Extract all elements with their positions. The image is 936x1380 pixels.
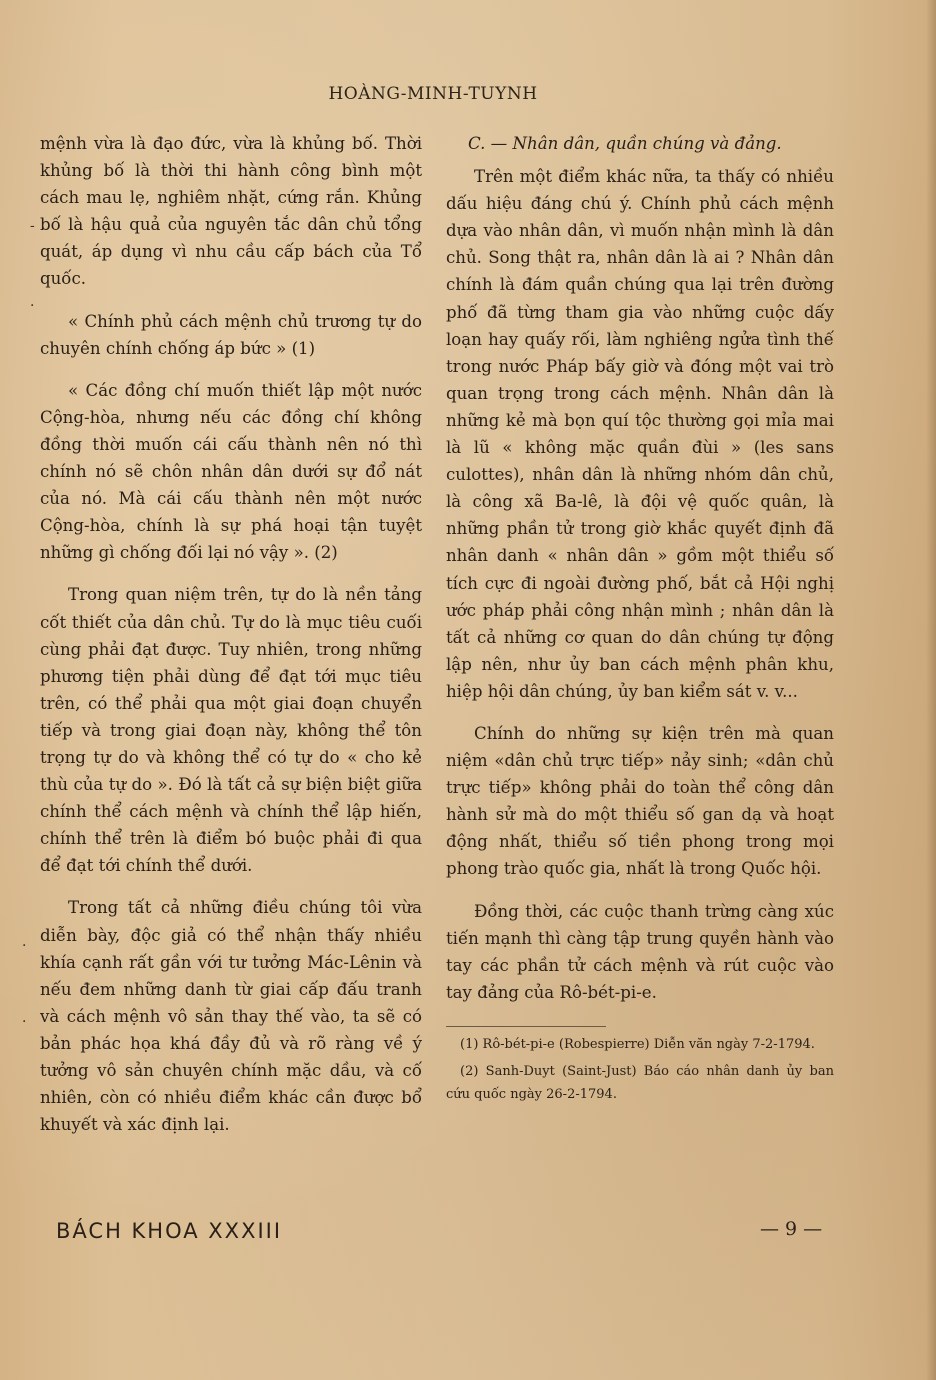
quote-saint-just: « Các đồng chí muốn thiết lập một nước Cộng-hòa, nhưng nếu các đồng chí không đồng thời muốn cái cấu thành nên nó thì chính nó sẽ chôn nhân dân dưới sự đổ nát của nó. Mà cái cấu thành nên một nước Cộng-hòa, chính là sự phá hoại tận tuyệt những gì chống đối lại nó vậy ». (2) (40, 380, 422, 563)
paragraph-continuation: mệnh vừa là đạo đức, vừa là khủng bố. Thời khủng bố là thời thi hành công bình một cách mau lẹ, nghiêm nhặt, cứng rắn. Khủng bố là hậu quả của nguyên tắc dân chủ tổng quát, áp dụng vì nhu cầu cấp bách của Tổ quốc. (40, 134, 422, 289)
margin-mark: · (22, 938, 27, 954)
paragraph: Trong quan niệm trên, tự do là nền tảng cốt thiết của dân chủ. Tự do là mục tiêu cuối cùng phải đạt được. Tuy nhiên, trong những phương tiện phải dùng để đạt tới mục tiêu trên, có thể phải qua một giai đoạn chuyển tiếp và trong giai đoạn này, không thể tôn trọng tự do và không thể có tự do « cho kẻ thù của tự do ». Đó là tất cả sự biện biệt giữa chính thể cách mệnh và chính thể lập hiến, chính thể trên là điểm bó buộc phải đi qua để đạt tới chính thể dưới. (40, 585, 422, 876)
running-title: HOÀNG-MINH-TUYNH (328, 84, 538, 104)
magazine-name: BÁCH KHOA XXXIII (56, 1219, 283, 1243)
left-column (40, 130, 422, 1153)
page-number: — 9 — (760, 1218, 823, 1240)
section-heading: C. — Nhân dân, quần chúng và đảng. (468, 134, 782, 153)
footnote-1: (1) Rô-bét-pi-e (Robespierre) Diễn văn ngày 7-2-1794. (460, 1036, 815, 1052)
paragraph: Trên một điểm khác nữa, ta thấy có nhiều dấu hiệu đáng chú ý. Chính phủ cách mệnh dựa vào nhân dân, vì muốn nhận mình là dân chủ. Song thật ra, nhân dân là ai ? Nhân dân chính là đám quần chúng qua lại trên đường phố đã từng tham gia vào những cuộc dấy loạn hay quấy rối, làm nghiêng ngửa tình thế trong nước Pháp bấy giờ và đóng một vai trò quan trọng trong cách mệnh. Nhân dân là những kẻ mà bọn quí tộc thường gọi mỉa mai là lũ « không mặc quần đùi » (les sans culottes), nhân dân là những nhóm dân chủ, là công xã Ba-lê, là đội vệ quốc quân, là những phần tử trong giờ khắc quyết định đã nhân danh « nhân dân » gồm một thiểu số tích cực đi ngoài đường phố, bắt cả Hội nghị ước pháp phải công nhận mình ; nhân dân là tất cả những cơ quan do dân chúng tự động lập nên, như ủy ban cách mệnh phân khu, hiệp hội dân chúng, ủy ban kiểm sát v. v... (446, 167, 834, 701)
quote-robespierre: « Chính phủ cách mệnh chủ trương tự do chuyên chính chống áp bức » (1) (40, 311, 422, 358)
paragraph: Đồng thời, các cuộc thanh trừng càng xúc tiến mạnh thì càng tập trung quyền hành vào tay các phần tử cách mệnh và rút cuộc vào tay đảng của Rô-bét-pi-e. (446, 901, 834, 1002)
paragraph: Chính do những sự kiện trên mà quan niệm «dân chủ trực tiếp» nảy sinh; «dân chủ trực tiếp» không phải do toàn thể công dân hành sử mà do một thiểu số gan dạ và hoạt động nhất, thiểu số tiền phong trong mọi phong trào quốc gia, nhất là trong Quốc hội. (446, 723, 834, 879)
footnotes (446, 1026, 834, 1106)
paragraph: Trong tất cả những điều chúng tôi vừa diễn bày, độc giả có thể nhận thấy nhiều khía cạnh rất gần với tư tưởng Mác-Lênin và nếu đem những danh từ giai cấp đấu tranh và cách mệnh vô sản thay thế vào, ta sẽ có bản phác họa khá đầy đủ và rõ ràng về ý tưởng vô sản chuyên chính mặc dầu, và cố nhiên, còn có nhiều điểm khác cần được bổ khuyết và xác định lại. (40, 898, 422, 1135)
margin-mark: · (30, 298, 35, 314)
footnote-2: (2) Sanh-Duyt (Saint-Just) Báo cáo nhân danh ủy ban cứu quốc ngày 26-2-1794. (446, 1063, 834, 1102)
margin-mark: · (22, 1014, 27, 1030)
right-column (446, 130, 834, 1110)
margin-mark: - (30, 218, 35, 234)
